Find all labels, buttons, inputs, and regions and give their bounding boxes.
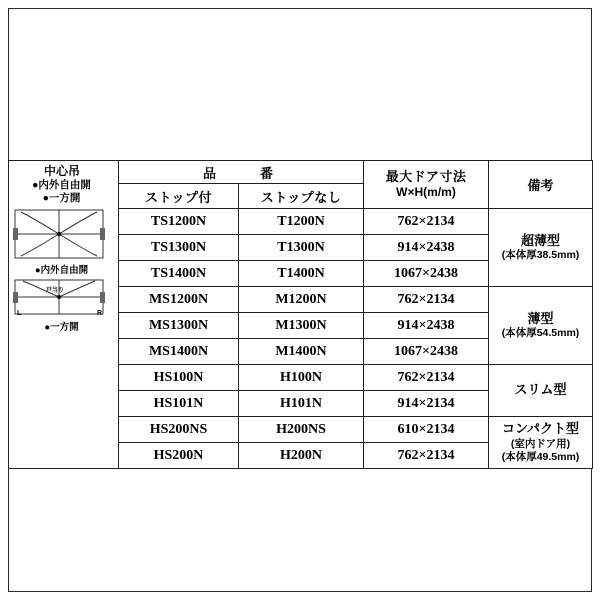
spec-table-container: [8, 160, 592, 469]
mode-bullet-one-way: ●一方開: [42, 192, 81, 205]
cell-stop-without: M1300N: [239, 313, 364, 339]
table-header-row-1: [9, 161, 593, 184]
cell-stop-with: MS1300N: [119, 313, 239, 339]
header-dimension: [364, 161, 489, 209]
mode-bullet-free: ●内外自由開: [32, 179, 91, 191]
cell-dimension: 762×2134: [364, 365, 489, 391]
cell-dimension: 762×2134: [364, 287, 489, 313]
svg-text:戸当り: 戸当り: [46, 288, 65, 295]
cell-stop-without: M1200N: [239, 287, 364, 313]
diagram-free-swing-svg: [13, 208, 105, 260]
cell-stop-without: H100N: [239, 365, 364, 391]
cell-stop-with: HS200N: [119, 443, 239, 469]
cell-dimension: 762×2134: [364, 209, 489, 235]
header-note: 備考: [489, 161, 593, 209]
mode-title: 中心吊: [43, 164, 80, 178]
header-dimension-main: 最大ドア寸法: [385, 169, 467, 185]
cell-dimension: 762×2134: [364, 443, 489, 469]
cell-stop-with: MS1200N: [119, 287, 239, 313]
cell-dimension: 914×2134: [364, 391, 489, 417]
note-title: 超薄型: [521, 232, 561, 248]
cell-stop-without: T1200N: [239, 209, 364, 235]
header-stop-without: ストップなし: [239, 184, 364, 209]
cell-stop-without: T1400N: [239, 261, 364, 287]
diagram-one-way-svg: [13, 278, 105, 318]
cell-note: [489, 209, 593, 287]
note-title: スリム型: [514, 382, 567, 398]
header-hinban: 品 番: [119, 161, 364, 184]
cell-note: [489, 417, 593, 469]
note-sub: (本体厚38.5mm): [501, 249, 580, 262]
cell-dimension: 914×2438: [364, 235, 489, 261]
cell-stop-without: H101N: [239, 391, 364, 417]
cell-stop-with: TS1400N: [119, 261, 239, 287]
diagram-free-swing: [13, 208, 113, 260]
note-title: 薄型: [527, 310, 554, 326]
cell-stop-without: H200N: [239, 443, 364, 469]
cell-stop-with: MS1400N: [119, 339, 239, 365]
svg-text:R: R: [97, 310, 103, 318]
cell-dimension: 1067×2438: [364, 261, 489, 287]
note-sub: (室内ドア用): [510, 437, 571, 450]
diagram-one-way-label: ●一方開: [44, 322, 79, 334]
cell-stop-with: HS100N: [119, 365, 239, 391]
header-stop-with: ストップ付: [119, 184, 239, 209]
cell-stop-without: M1400N: [239, 339, 364, 365]
cell-stop-with: TS1200N: [119, 209, 239, 235]
cell-stop-without: H200NS: [239, 417, 364, 443]
cell-stop-with: HS200NS: [119, 417, 239, 443]
note-sub: (本体厚54.5mm): [501, 327, 580, 340]
diagram-free-swing-label: ●内外自由開: [34, 265, 89, 277]
cell-dimension: 1067×2438: [364, 339, 489, 365]
header-dimension-sub: W×H(m/m): [396, 184, 456, 199]
svg-text:L: L: [17, 310, 22, 318]
note-sub-2: (本体厚49.5mm): [501, 450, 580, 463]
cell-stop-with: TS1300N: [119, 235, 239, 261]
cell-note: [489, 365, 593, 417]
cell-note: [489, 287, 593, 365]
mode-illustration-cell: [9, 161, 119, 469]
spec-table: [8, 160, 593, 469]
note-title: コンパクト型: [501, 421, 580, 437]
diagram-one-way: [13, 278, 113, 318]
cell-dimension: 914×2438: [364, 313, 489, 339]
cell-stop-without: T1300N: [239, 235, 364, 261]
cell-dimension: 610×2134: [364, 417, 489, 443]
cell-stop-with: HS101N: [119, 391, 239, 417]
